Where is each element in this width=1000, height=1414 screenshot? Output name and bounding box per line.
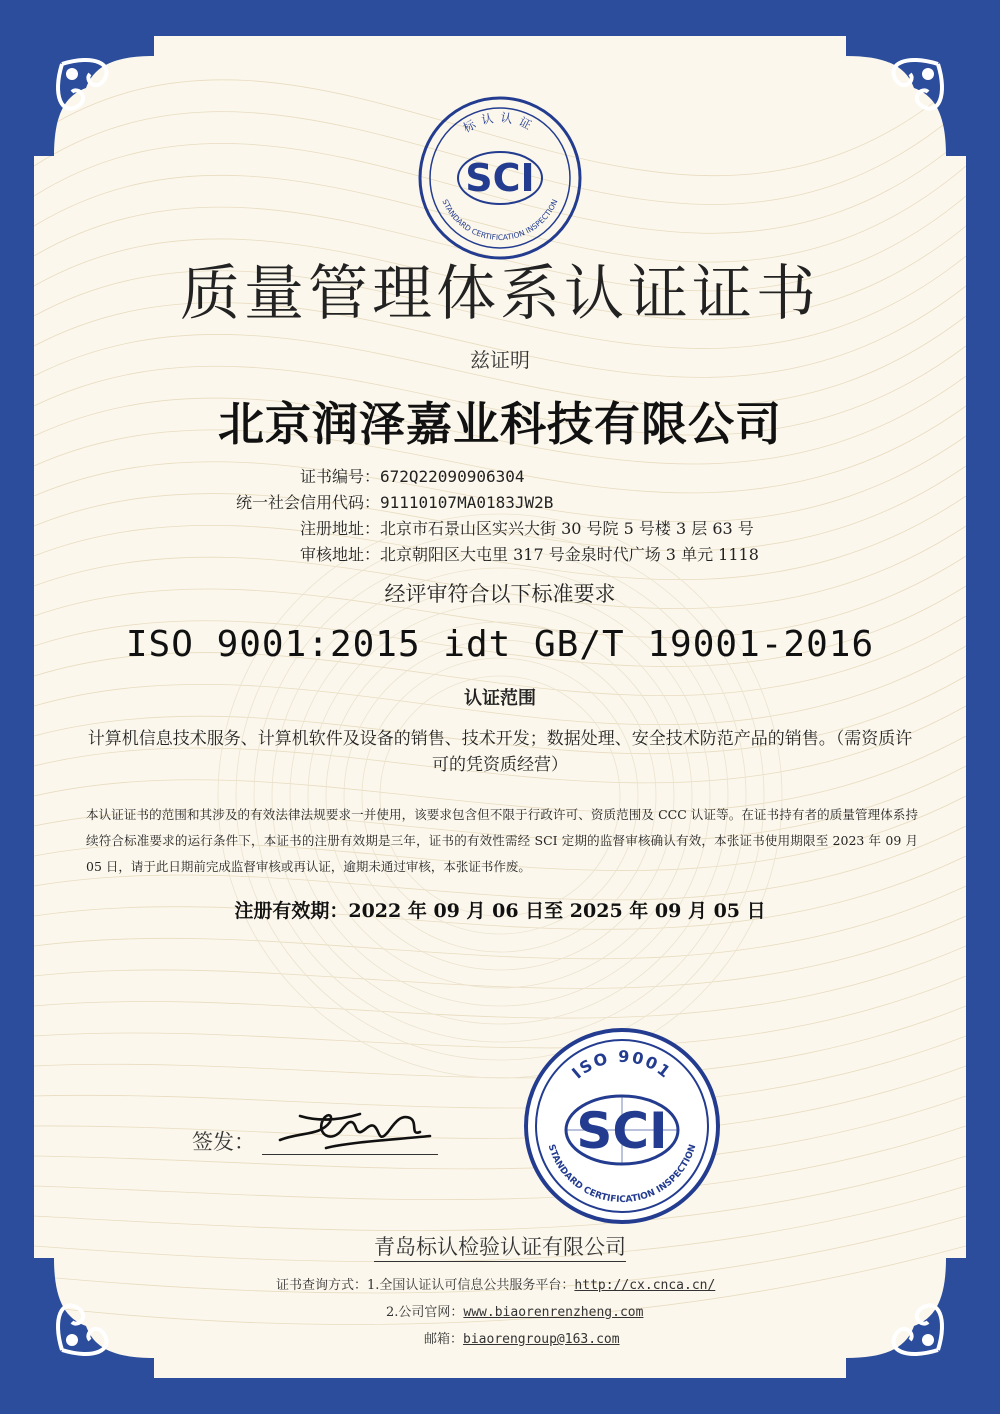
sci-seal-top bbox=[416, 94, 584, 262]
info-value: 672Q22090906304 bbox=[380, 467, 525, 486]
query-line-3 bbox=[424, 1328, 620, 1347]
info-label: 审核地址： bbox=[299, 545, 380, 564]
scope-heading: 认证范围 bbox=[464, 688, 536, 709]
info-label: 统一社会信用代码： bbox=[235, 493, 380, 512]
query-text: 邮箱： bbox=[424, 1332, 464, 1347]
info-label: 注册地址： bbox=[299, 519, 380, 538]
requirement-text: 经评审符合以下标准要求 bbox=[384, 582, 616, 606]
query-text: 1.全国认证认可信息公共服务平台： bbox=[367, 1278, 575, 1293]
validity-period: 注册有效期：2022 年 09 月 06 日至 2025 年 09 月 05 日 bbox=[234, 900, 766, 922]
fine-print: 本认证证书的范围和其涉及的有效法律法规要求一并使用，该要求包含但不限于行政许可、资质范围及 CCC 认证等。在证书持有者的质量管理体系持续符合标准要求的运行条件下，本证书的注册有效期是三年，证书的有效性需经 SCI 定期的监督审核确认有效，本张证书使用期限至 2023 年 09 月 05 日，请于此日期前完成监督审核或再认证，逾期未通过审核，本张证书作废。 bbox=[86, 807, 918, 874]
hereby-text: 兹证明 bbox=[470, 348, 530, 372]
certificate-panel bbox=[34, 36, 966, 1378]
standard-text: ISO 9001:2015 idt GB/T 19001-2016 bbox=[125, 624, 875, 665]
signature-icon bbox=[260, 1092, 450, 1162]
query-line-1 bbox=[276, 1274, 715, 1293]
query-line-2 bbox=[386, 1301, 643, 1320]
seal-top-logo-text: SCI bbox=[465, 156, 535, 200]
scope-text: 计算机信息技术服务、计算机软件及设备的销售、技术开发；数据处理、安全技术防范产品的销售。（需资质许可的凭资质经营） bbox=[87, 729, 913, 775]
info-label: 证书编号： bbox=[299, 467, 380, 486]
signature-line bbox=[262, 1154, 438, 1155]
info-row-credit-code bbox=[228, 490, 553, 516]
sci-seal-iso9001 bbox=[522, 1026, 722, 1226]
info-value: 北京朝阳区大屯里 317 号金泉时代广场 3 单元 1118 bbox=[380, 545, 759, 564]
sign-label: 签发： bbox=[192, 1130, 255, 1154]
seal-top-ring-text: STANDARD CERTIFICATION INSPECTION bbox=[440, 197, 560, 242]
issuer-name: 青岛标认检验认证有限公司 bbox=[34, 1231, 966, 1261]
email-link[interactable]: biaorengroup@163.com bbox=[463, 1332, 620, 1347]
website-link[interactable]: www.biaorenrenzheng.com bbox=[463, 1305, 644, 1320]
query-label: 证书查询方式： bbox=[276, 1278, 368, 1293]
seal-top-arc-text: 标认认证 bbox=[460, 110, 540, 136]
info-row-cert-no bbox=[228, 464, 525, 490]
info-row-audit-address bbox=[228, 542, 759, 568]
seal-big-arc-text: ISO 9001 bbox=[568, 1046, 676, 1083]
seal-big-ring-text: STANDARD CERTIFICATION INSPECTION bbox=[545, 1143, 699, 1206]
info-row-registered-address bbox=[228, 516, 754, 542]
info-value: 北京市石景山区实兴大街 30 号院 5 号楼 3 层 63 号 bbox=[380, 519, 754, 538]
cnca-link[interactable]: http://cx.cnca.cn/ bbox=[574, 1278, 716, 1293]
info-value: 91110107MA0183JW2B bbox=[380, 493, 554, 512]
seal-big-logo-text: SCI bbox=[576, 1102, 668, 1160]
certificate-title: 质量管理体系认证证书 bbox=[180, 259, 820, 329]
certificate-content bbox=[34, 36, 966, 1378]
query-text: 2.公司官网： bbox=[386, 1305, 464, 1320]
company-name: 北京润泽嘉业科技有限公司 bbox=[218, 397, 782, 451]
